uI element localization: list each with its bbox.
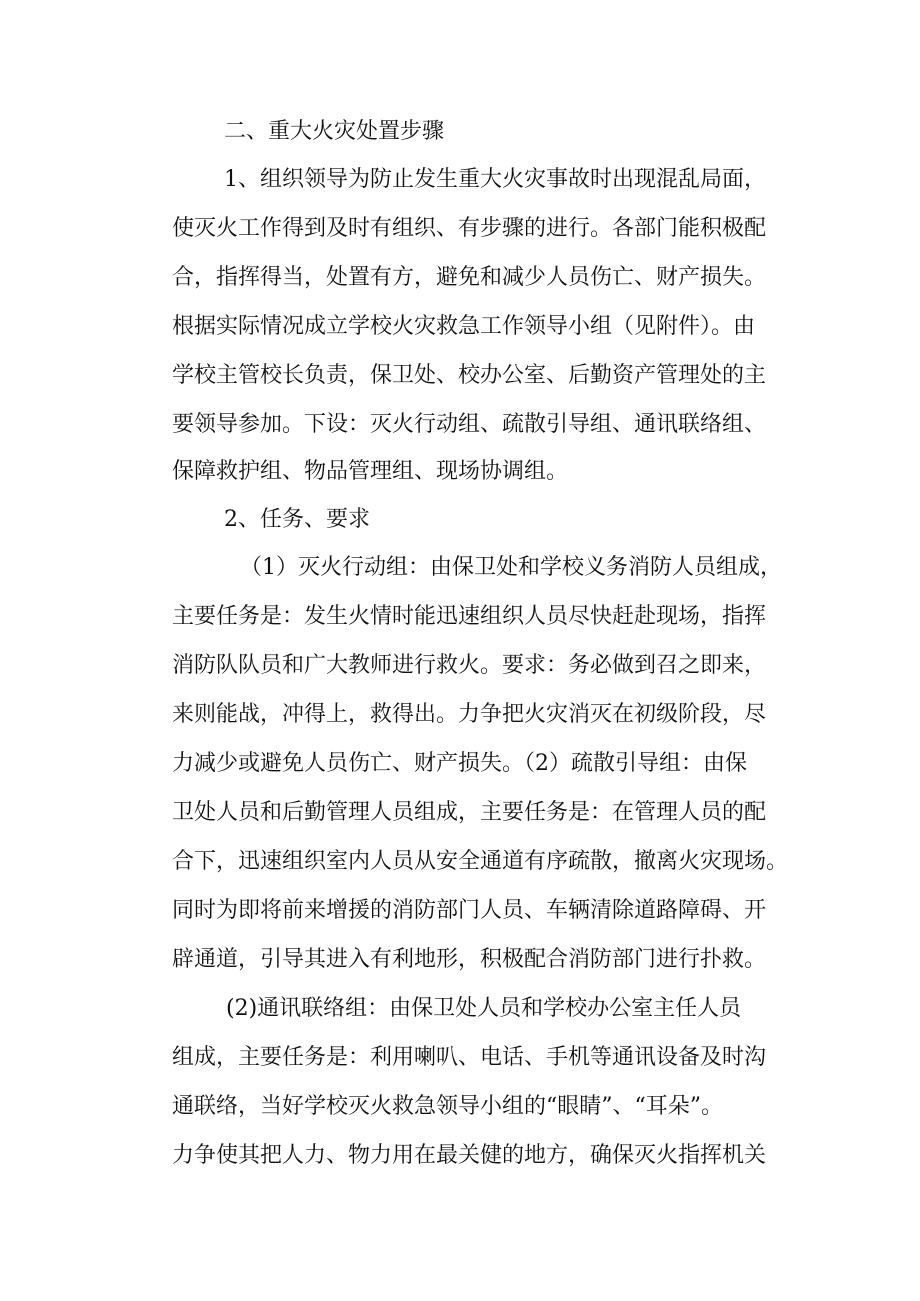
- subheading-line: 2、任务、要求: [224, 507, 370, 532]
- paragraph-line: 卫处人员和后勤管理人员组成，主要任务是：在管理人员的配: [172, 800, 767, 825]
- paragraph-line: 合下，迅速组织室内人员从安全通道有序疏散，撤离火灾现场。: [172, 849, 789, 874]
- paragraph-line: 消防队队员和广大教师进行救火。要求：务必做到召之即来，: [172, 653, 767, 678]
- paragraph-line: (2)通讯联络组：由保卫处人员和学校办公室主任人员: [226, 996, 742, 1021]
- paragraph-line: （1）灭火行动组：由保卫处和学校义务消防人员组成，: [240, 555, 782, 580]
- paragraph-line: 1、组织领导为防止发生重大火灾事故时出现混乱局面，: [224, 167, 766, 192]
- paragraph-line: 使灭火工作得到及时有组织、有步骤的进行。各部门能积极配: [172, 216, 767, 241]
- paragraph-line: 辟通道，引导其进入有利地形，积极配合消防部门进行扑救。: [172, 947, 767, 972]
- paragraph-line: 根据实际情况成立学校火灾救急工作领导小组（见附件）。由: [172, 314, 756, 339]
- paragraph-line: 要领导参加。下设：灭火行动组、疏散引导组、通讯联络组、: [172, 412, 767, 437]
- paragraph-line: 力争使其把人力、物力用在最关健的地方，确保灭火指挥机关: [172, 1143, 767, 1168]
- paragraph-line: 学校主管校长负责，保卫处、校办公室、后勤资产管理处的主: [172, 363, 767, 388]
- paragraph-line: 合，指挥得当，处置有方，避免和减少人员伤亡、财产损失。: [172, 265, 767, 290]
- section-heading: 二、重大火灾处置步骤: [224, 119, 445, 144]
- paragraph-line: 通联络，当好学校灭火救急领导小组的“眼睛”、“耳朵”。: [172, 1094, 723, 1119]
- paragraph-line: 组成，主要任务是：利用喇叭、电话、手机等通讯设备及时沟: [172, 1045, 767, 1070]
- paragraph-line: 同时为即将前来增援的消防部门人员、车辆清除道路障碍、开: [172, 898, 767, 923]
- paragraph-line: 力减少或避免人员伤亡、财产损失。（2）疏散引导组：由保: [172, 751, 747, 776]
- paragraph-line: 来则能战，冲得上，救得出。力争把火灾消灭在初级阶段，尽: [172, 702, 767, 727]
- paragraph-line: 保障救护组、物品管理组、现场协调组。: [172, 459, 569, 484]
- paragraph-line: 主要任务是：发生火情时能迅速组织人员尽快赶赴现场，指挥: [172, 604, 767, 629]
